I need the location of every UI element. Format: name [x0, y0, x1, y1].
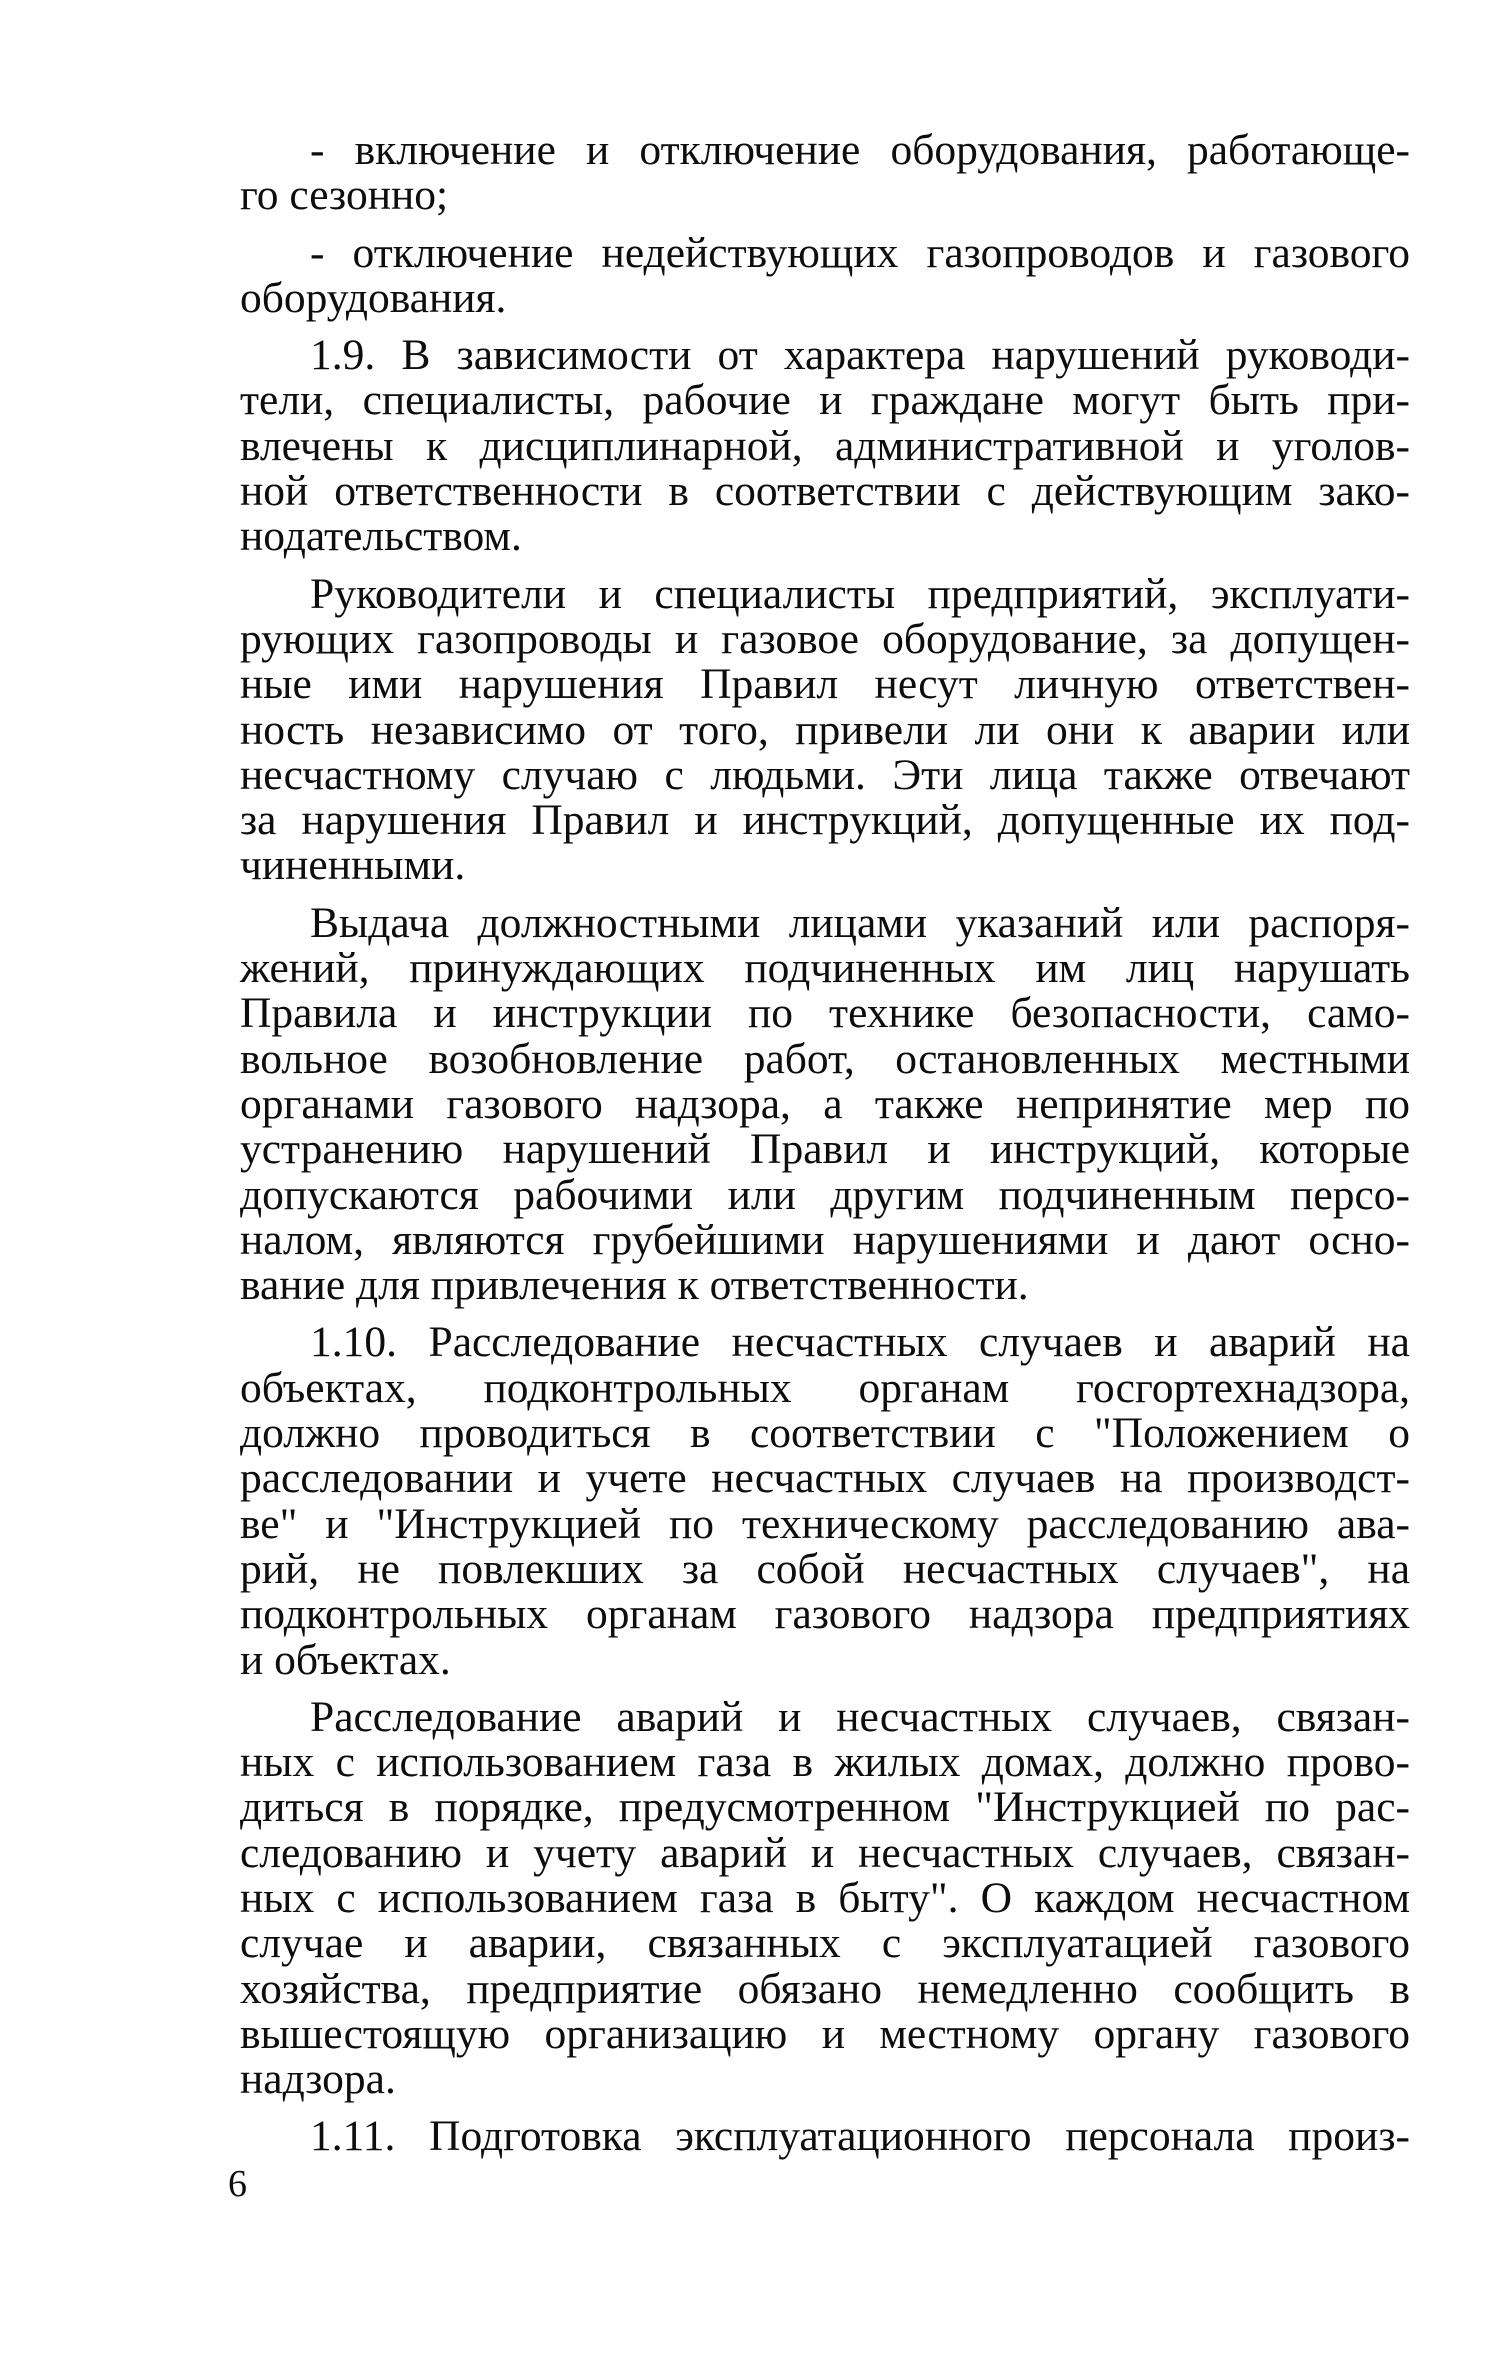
paragraph	[240, 2114, 1410, 2159]
text-line: Расследование аварий и несчастных случаев, связан-	[310, 1692, 1410, 1741]
text-line: диться в порядке, предусмотренном "Инструкцией по рас-	[240, 1783, 1410, 1832]
text-line: вышестоящую организацию и местному органу газового	[240, 2009, 1410, 2058]
paragraph	[240, 1692, 1410, 2104]
text-line: жений, принуждающих подчиненных им лиц нарушать	[240, 944, 1410, 993]
text-line: ность независимо от того, привели ли они к аварии или	[240, 705, 1410, 754]
text-line: нодательством.	[240, 512, 522, 561]
text-line: вольное возобновление работ, остановленных местными	[240, 1034, 1410, 1083]
text-line: ные ими нарушения Правил несут личную ответствен-	[240, 660, 1410, 709]
text-line: несчастному случаю с людьми. Эти лица также отвечают	[240, 750, 1410, 799]
text-line: и объектах.	[240, 1635, 451, 1684]
text-line: оборудования.	[240, 273, 507, 322]
text-line: устранению нарушений Правил и инструкций, которые	[240, 1125, 1410, 1174]
text-line: 1.9. В зависимости от характера нарушений руководи-	[310, 331, 1410, 380]
text-line: тели, специалисты, рабочие и граждане могут быть при-	[240, 376, 1410, 425]
text-line: Руководители и специалисты предприятий, эксплуати-	[310, 569, 1410, 618]
text-line: следованию и учету аварий и несчастных случаев, связан-	[240, 1828, 1410, 1877]
text-line: за нарушения Правил и инструкций, допущенные их под-	[240, 796, 1410, 845]
text-line: рий, не повлекших за собой несчастных случаев", на	[240, 1544, 1410, 1593]
text-line: органами газового надзора, а также непринятие мер по	[240, 1079, 1410, 1128]
text-line: чиненными.	[240, 841, 466, 890]
text-line: ных с использованием газа в быту". О каждом несчастном	[240, 1873, 1410, 1922]
text-line: влечены к дисциплинарной, административной и уголов-	[240, 421, 1410, 470]
text-line: 1.10. Расследование несчастных случаев и аварий на	[310, 1318, 1410, 1367]
text-line: ве" и "Инструкцией по техническому расследованию ава-	[240, 1499, 1410, 1548]
text-line: Выдача должностными лицами указаний или распоря-	[310, 898, 1410, 947]
text-line: расследовании и учете несчастных случаев на производст-	[240, 1454, 1410, 1503]
paragraph	[240, 128, 1410, 219]
text-line: подконтрольных органам газового надзора предприятиях	[240, 1590, 1410, 1639]
body-text	[240, 128, 1410, 2160]
text-line: допускаются рабочими или другим подчиненным персо-	[240, 1170, 1410, 1219]
text-line: ных с использованием газа в жилых домах, должно прово-	[240, 1738, 1410, 1787]
text-line: 1.11. Подготовка эксплуатационного персонала произ-	[310, 2112, 1410, 2161]
text-line: случае и аварии, связанных с эксплуатацией газового	[240, 1919, 1410, 1968]
text-line: объектах, подконтрольных органам госгортехнадзора,	[240, 1363, 1410, 1412]
text-line: - включение и отключение оборудования, работающе-	[310, 126, 1410, 174]
text-line: вание для привлечения к ответственности.	[240, 1261, 1029, 1310]
text-line: надзора.	[240, 2055, 396, 2104]
paragraph	[240, 333, 1410, 559]
text-line: Правила и инструкции по технике безопасности, само-	[240, 989, 1410, 1038]
paragraph	[240, 1320, 1410, 1682]
paragraph	[240, 569, 1410, 890]
text-line: рующих газопроводы и газовое оборудование, за допущен-	[240, 614, 1410, 663]
page-number: 6	[228, 2163, 247, 2205]
paragraph	[240, 228, 1410, 322]
text-line: должно проводиться в соответствии с "Положением о	[240, 1409, 1410, 1458]
text-line: налом, являются грубейшими нарушениями и дают осно-	[240, 1215, 1410, 1264]
text-line: хозяйства, предприятие обязано немедленно сообщить в	[240, 1964, 1410, 2013]
text-line: - отключение недействующих газопроводов и газового	[310, 228, 1410, 277]
text-line: ной ответственности в соответствии с действующим зако-	[240, 467, 1410, 516]
paragraph	[240, 898, 1410, 1310]
text-line: го сезонно;	[240, 171, 449, 220]
